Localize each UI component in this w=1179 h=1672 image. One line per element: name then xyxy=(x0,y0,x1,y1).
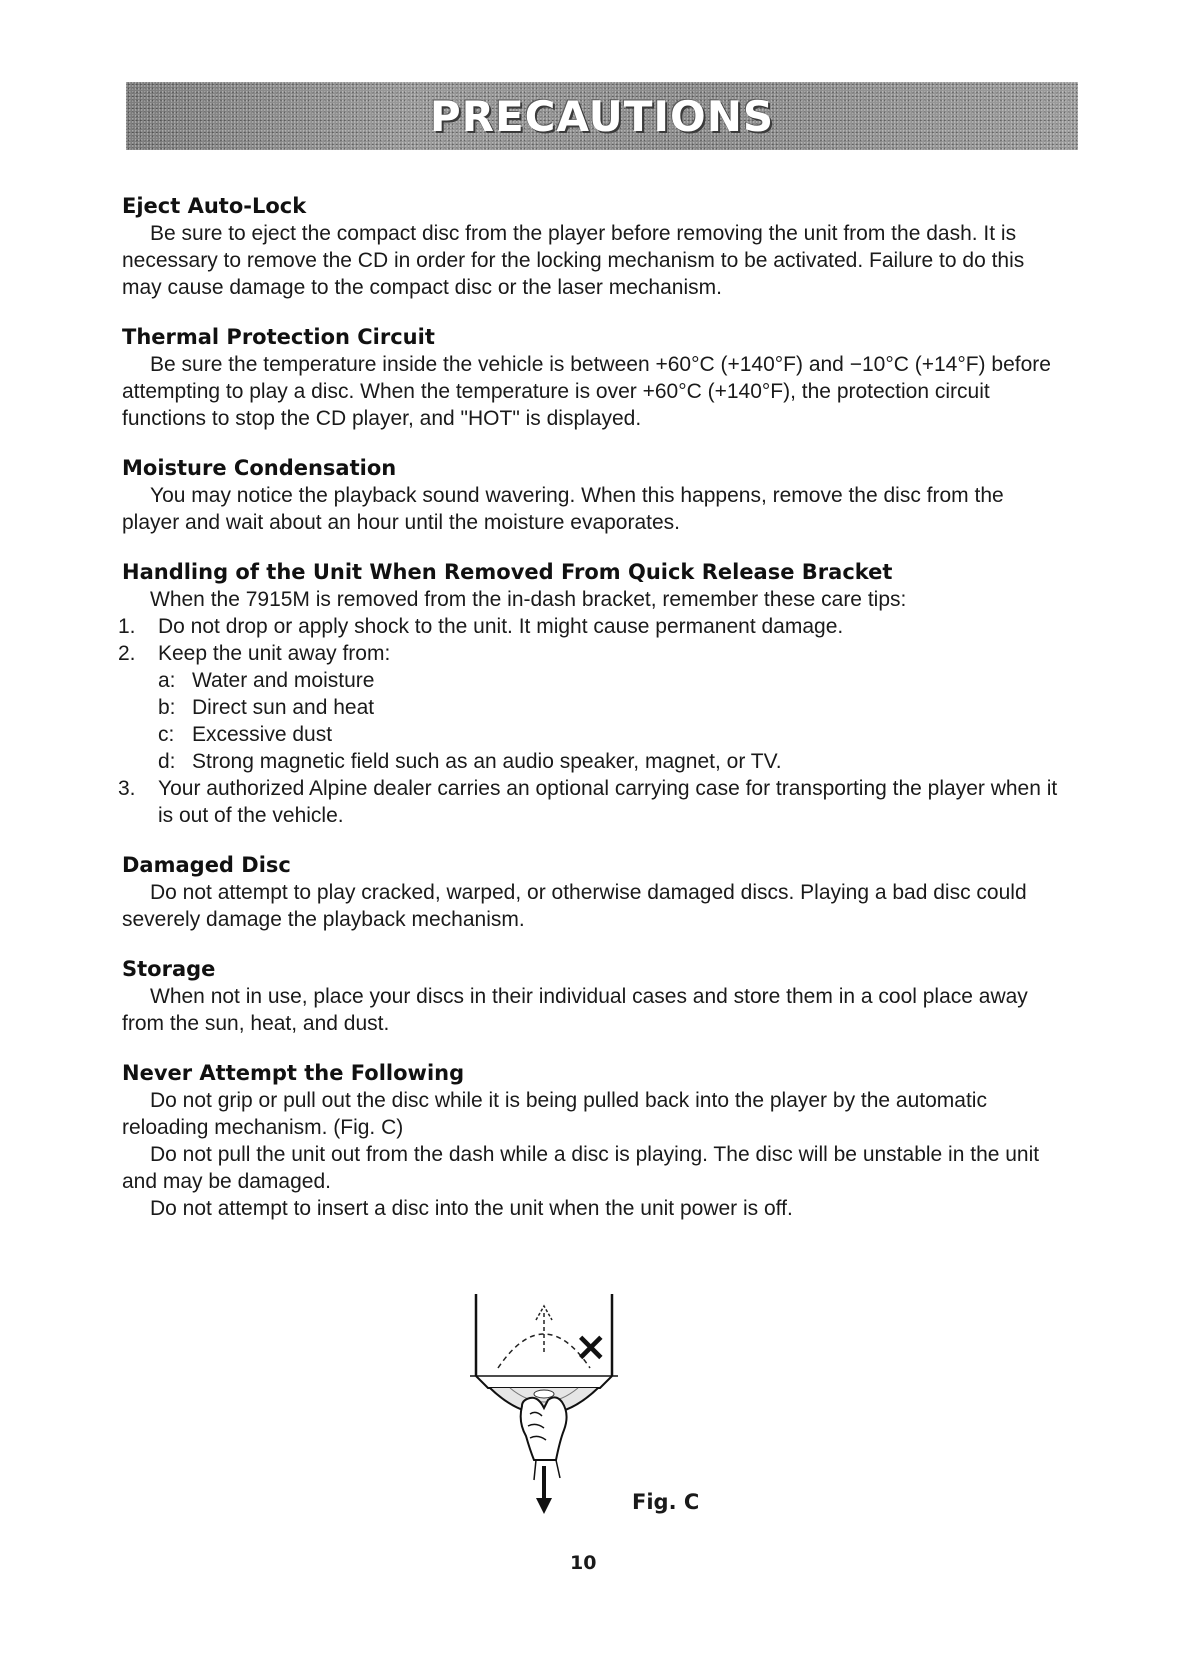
sub-list-item xyxy=(158,667,1062,694)
page-number: 10 xyxy=(570,1552,597,1574)
section-heading: Eject Auto-Lock xyxy=(122,194,307,218)
section-paragraph: Do not attempt to insert a disc into the unit when the unit power is off. xyxy=(150,1197,793,1220)
list-text: Keep the unit away from: xyxy=(158,642,391,665)
cd-player-diagram xyxy=(460,1290,720,1520)
section-storage xyxy=(122,955,1062,1037)
care-tips-list xyxy=(118,613,1062,829)
section-paragraph: Do not attempt to play cracked, warped, or otherwise damaged discs. Playing a bad disc could severely damage the playback mechanism. xyxy=(122,881,1027,931)
sub-text: Direct sun and heat xyxy=(192,696,375,719)
section-handling-unit xyxy=(118,558,1062,829)
section-paragraph: Be sure to eject the compact disc from the player before removing the unit from the dash. It is necessary to remove the CD in order for the locking mechanism to be activated. Failure to do this may cause damage to the compact disc or the laser mechanism. xyxy=(122,222,1025,299)
list-item xyxy=(118,640,1062,667)
sub-list-item xyxy=(158,748,1062,775)
section-heading: Never Attempt the Following xyxy=(122,1061,465,1085)
sub-letter: a: xyxy=(158,669,176,692)
figure-c-illustration xyxy=(460,1290,720,1520)
section-paragraph: You may notice the playback sound wavering. When this happens, remove the disc from the player and wait about an hour until the moisture evaporates. xyxy=(122,484,1004,534)
figure-caption: Fig. C xyxy=(632,1490,700,1514)
sub-letter: d: xyxy=(158,750,176,773)
content xyxy=(118,192,1062,1244)
section-heading: Handling of the Unit When Removed From Quick Release Bracket xyxy=(122,560,893,584)
list-item xyxy=(118,613,1062,640)
sub-list-item xyxy=(158,694,1062,721)
section-thermal-protection xyxy=(122,323,1062,432)
page-title: PRECAUTIONS xyxy=(429,91,775,141)
list-text: Your authorized Alpine dealer carries an optional carrying case for transporting the player when it is out of the vehicle. xyxy=(158,777,1058,827)
section-eject-auto-lock xyxy=(122,192,1062,301)
sub-text: Strong magnetic field such as an audio speaker, magnet, or TV. xyxy=(192,750,782,773)
list-number: 1. xyxy=(118,615,136,638)
list-number: 3. xyxy=(118,777,136,800)
sub-letter: b: xyxy=(158,696,176,719)
section-paragraph: Do not grip or pull out the disc while it is being pulled back into the player by the automatic reloading mechanism. (Fig. C) xyxy=(122,1089,987,1139)
list-text: Do not drop or apply shock to the unit. It might cause permanent damage. xyxy=(158,615,844,638)
section-moisture-condensation xyxy=(122,454,1062,536)
section-never-attempt xyxy=(122,1059,1062,1222)
section-heading: Thermal Protection Circuit xyxy=(122,325,435,349)
section-heading: Damaged Disc xyxy=(122,853,291,877)
section-damaged-disc xyxy=(122,851,1062,933)
sub-letter: c: xyxy=(158,723,175,746)
list-item xyxy=(118,775,1062,829)
sub-text: Water and moisture xyxy=(192,669,375,692)
list-number: 2. xyxy=(118,642,136,665)
precautions-banner xyxy=(126,82,1078,150)
section-intro: When the 7915M is removed from the in-dash bracket, remember these care tips: xyxy=(150,588,907,611)
section-paragraph: When not in use, place your discs in their individual cases and store them in a cool place away from the sun, heat, and dust. xyxy=(122,985,1028,1035)
sub-list-item xyxy=(158,721,1062,748)
section-heading: Storage xyxy=(122,957,216,981)
x-mark-icon: × xyxy=(574,1324,608,1370)
section-paragraph: Be sure the temperature inside the vehicle is between +60°C (+140°F) and −10°C (+14°F) before attempting to play a disc. When the temperature is over +60°C (+140°F), the protection circuit functions to stop the CD player, and "HOT" is displayed. xyxy=(122,353,1051,430)
section-heading: Moisture Condensation xyxy=(122,456,397,480)
section-paragraph: Do not pull the unit out from the dash while a disc is playing. The disc will be unstable in the unit and may be damaged. xyxy=(122,1143,1040,1193)
sub-text: Excessive dust xyxy=(192,723,333,746)
